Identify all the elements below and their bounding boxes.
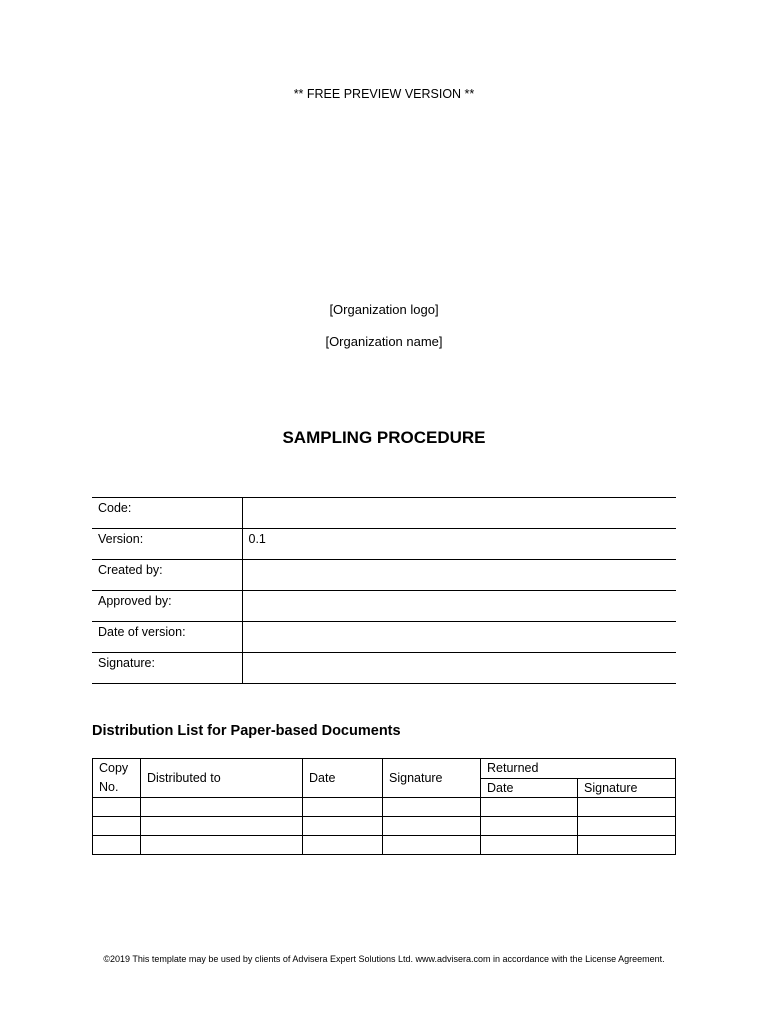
table-cell (578, 817, 676, 836)
metadata-label: Code: (92, 498, 242, 529)
metadata-value (242, 498, 676, 529)
table-row (92, 498, 676, 529)
table-row (92, 560, 676, 591)
preview-notice: ** FREE PREVIEW VERSION ** (293, 87, 475, 101)
table-row (93, 817, 676, 836)
table-row (92, 529, 676, 560)
header-returned: Returned (481, 759, 676, 779)
metadata-value (242, 622, 676, 653)
metadata-label: Approved by: (92, 591, 242, 622)
metadata-value (242, 653, 676, 684)
table-cell (383, 836, 481, 855)
table-cell (578, 836, 676, 855)
table-cell (141, 798, 303, 817)
metadata-value (242, 591, 676, 622)
table-cell (481, 817, 578, 836)
metadata-value: 0.1 (242, 529, 676, 560)
metadata-label: Date of version: (92, 622, 242, 653)
table-cell (383, 798, 481, 817)
metadata-label: Version: (92, 529, 242, 560)
table-cell (303, 798, 383, 817)
table-cell (141, 836, 303, 855)
table-row (92, 591, 676, 622)
table-cell (303, 836, 383, 855)
table-cell (303, 817, 383, 836)
table-cell (578, 798, 676, 817)
table-row (92, 653, 676, 684)
table-cell (141, 817, 303, 836)
table-header-row (93, 759, 676, 779)
metadata-label: Signature: (92, 653, 242, 684)
table-cell (93, 798, 141, 817)
header-signature: Signature (383, 759, 481, 798)
header-date: Date (303, 759, 383, 798)
document-metadata-table (92, 497, 676, 684)
document-title: SAMPLING PROCEDURE (282, 428, 486, 447)
distribution-list-heading: Distribution List for Paper-based Documents (92, 723, 401, 739)
table-cell (481, 798, 578, 817)
table-row (93, 836, 676, 855)
organization-name-placeholder: [Organization name] (325, 334, 443, 349)
table-row (92, 622, 676, 653)
license-footer: ©2019 This template may be used by clients of Advisera Expert Solutions Ltd. www.advisera.com in accordance with the License Agreement. (103, 954, 665, 964)
header-copy-no: Copy No. (93, 759, 141, 798)
header-distributed-to: Distributed to (141, 759, 303, 798)
metadata-value (242, 560, 676, 591)
metadata-label: Created by: (92, 560, 242, 591)
table-row (93, 798, 676, 817)
organization-logo-placeholder: [Organization logo] (329, 302, 439, 317)
table-cell (481, 836, 578, 855)
distribution-list-table (92, 758, 676, 855)
header-returned-date: Date (481, 778, 578, 798)
header-returned-signature: Signature (578, 778, 676, 798)
table-cell (93, 836, 141, 855)
table-cell (383, 817, 481, 836)
table-cell (93, 817, 141, 836)
